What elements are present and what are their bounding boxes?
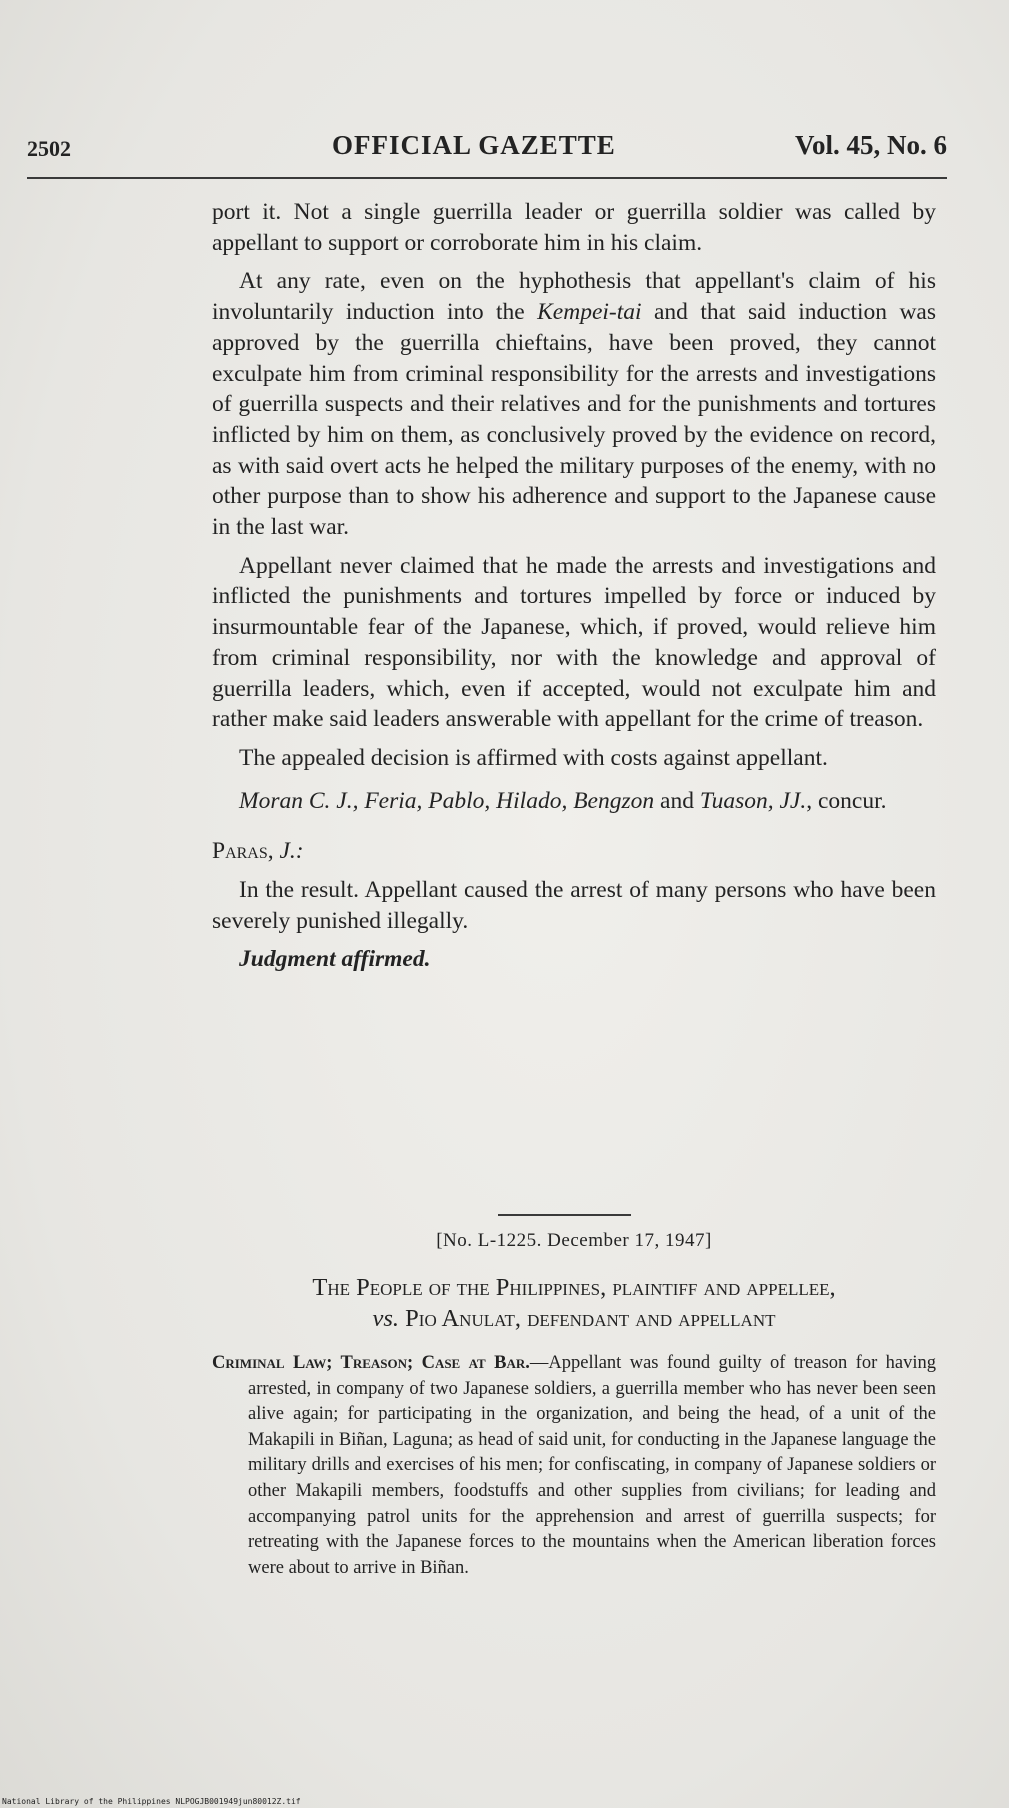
section-divider xyxy=(498,1214,631,1216)
caption-defendant: vs. Pio Anulat, defendant and appellant xyxy=(372,1304,776,1332)
paragraph-hypothesis: At any rate, even on the hyphothesis that appellant's claim of his involuntarily induction into the Kempei-tai and that said induction was approved by the guerrilla chieftains, have been proved, they cannot exculpate him from criminal responsibility for the arrests and investigations of guerrilla suspects and their relatives and for the punishments and tortures inflicted by him on them, as conclusively proved by the evidence on record, as with said overt acts he helped the military purposes of the enemy, with no other purpose than to show his adherence and support to the Japanese cause in the last war. xyxy=(212,268,936,541)
page-number: 2502 xyxy=(27,136,71,161)
caption-parties: The People of the Philippines, plaintiff and appellee, xyxy=(312,1274,836,1301)
syllabus-text: —Appellant was found guilty of treason for having arrested, in company of two Japanese soldiers, a guerrilla member who has never been seen alive again; for participating in the organization, and being the head, of a unit of the Makapili in Biñan, Laguna; as head of said unit, for conducting in the Japanese language the military drills and exercises of his men; for confiscating, in company of Japanese soldiers or other Makapili members, foodstuffs and other supplies from civilians; for leading and accompanying patrol units for the apprehension and arrest of guerrilla suspects; for retreating with the Japanese forces to the mountains when the American liberation forces were about to arrive in Biñan. xyxy=(248,1353,936,1578)
publication-title: OFFICIAL GAZETTE xyxy=(332,130,616,160)
paragraph-appellant-claims: Appellant never claimed that he made the arrests and investigations and inflicted the punishments and tortures impelled by force or induced by insurmountable fear of the Japanese, which, if proved, would relieve him from criminal responsibility, nor with the knowledge and approval of guerrilla leaders, which, even if accepted, would not exculpate him and rather make said leaders answerable with appellant for the crime of treason. xyxy=(212,552,936,733)
paragraph-continuation: port it. Not a single guerrilla leader or guerrilla soldier was called by appellant to support or corroborate him in his claim. xyxy=(212,199,936,256)
paragraph-disposition: The appealed decision is affirmed with costs against appellant. xyxy=(239,744,828,771)
header-rule xyxy=(27,177,947,179)
judgment-line: Judgment affirmed. xyxy=(239,946,431,973)
scan-source-footer: National Library of the Philippines NLPOGJB001949jun80012Z.tif xyxy=(2,1797,301,1806)
syllabus-entry xyxy=(212,1351,936,1581)
concurring-justices: Moran C. J., Feria, Pablo, Hilado, Bengzon and Tuason, JJ., concur. xyxy=(239,787,887,814)
decision-body xyxy=(212,197,936,983)
separate-opinion-label: Paras, J.: xyxy=(212,838,304,865)
separate-opinion-text: In the result. Appellant caused the arrest of many persons who have been severely punished illegally. xyxy=(212,877,936,934)
volume-number: Vol. 45, No. 6 xyxy=(794,130,947,160)
case-number: [No. L-1225. December 17, 1947] xyxy=(436,1230,712,1251)
page-header xyxy=(27,126,947,166)
syllabus-topic: Criminal Law; Treason; Case at Bar. xyxy=(212,1353,530,1373)
kempei-tai-term: Kempei-tai xyxy=(537,299,642,326)
case-caption xyxy=(212,1273,936,1334)
syllabus xyxy=(212,1351,936,1581)
